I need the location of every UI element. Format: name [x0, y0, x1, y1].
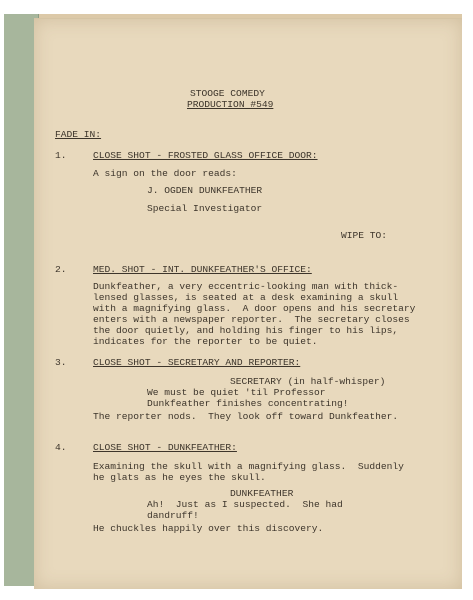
production-number: PRODUCTION #549: [187, 99, 274, 110]
character-name: DUNKFEATHER: [230, 488, 294, 499]
scene-heading: CLOSE SHOT - FROSTED GLASS OFFICE DOOR:: [93, 150, 318, 161]
scene-number: 4.: [55, 442, 67, 453]
fade-in-label: FADE IN:: [55, 129, 102, 140]
scene-action: The reporter nods. They look off toward Dunkfeather.: [93, 411, 399, 422]
dialogue-line: Dunkfeather finishes concentrating!: [147, 398, 349, 409]
scene-action: He chuckles happily over this discovery.: [93, 523, 324, 534]
action-line: the door quietly, and holding his finger to his lips,: [93, 325, 399, 336]
scene-transition: WIPE TO:: [341, 230, 388, 241]
action-line: lensed glasses, is seated at a desk examining a skull: [93, 292, 399, 303]
action-line: he glats as he eyes the skull.: [93, 472, 266, 483]
dialogue-line: Ah! Just as I suspected. She had: [147, 499, 343, 510]
scene-heading: MED. SHOT - INT. DUNKFEATHER'S OFFICE:: [93, 264, 312, 275]
scene-heading: CLOSE SHOT - SECRETARY AND REPORTER:: [93, 357, 301, 368]
script-title: STOOGE COMEDY: [190, 88, 265, 99]
action-line: enters with a newspaper reporter. The secretary closes: [93, 314, 410, 325]
action-line: with a magnifying glass. A door opens and his secretary: [93, 303, 416, 314]
dialogue-line: We must be quiet 'til Professor: [147, 387, 326, 398]
sign-title: Special Investigator: [147, 203, 263, 214]
action-line: Dunkfeather, a very eccentric-looking man with thick-: [93, 281, 399, 292]
dialogue-line: dandruff!: [147, 510, 199, 521]
scene-heading: CLOSE SHOT - DUNKFEATHER:: [93, 442, 237, 453]
scene-number: 3.: [55, 357, 67, 368]
scene-number: 1.: [55, 150, 67, 161]
scene-number: 2.: [55, 264, 67, 275]
action-line: Examining the skull with a magnifying glass. Suddenly: [93, 461, 404, 472]
character-name: SECRETARY (in half-whisper): [230, 376, 386, 387]
sign-name: J. OGDEN DUNKFEATHER: [147, 185, 263, 196]
action-line: indicates for the reporter to be quiet.: [93, 336, 318, 347]
scene-action: A sign on the door reads:: [93, 168, 237, 179]
